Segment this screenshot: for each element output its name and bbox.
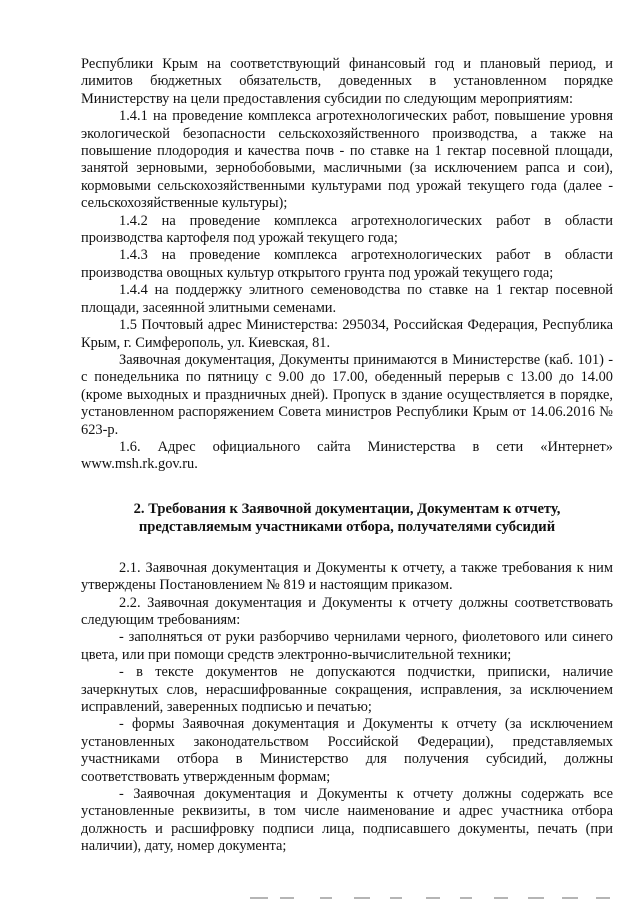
section-heading [81,500,613,536]
document-page [81,56,613,856]
paragraph-2-2: 2.2. Заявочная документация и Документы к отчету должны соответствовать следующим требованиям: [81,594,613,628]
paragraph-1-4-4: 1.4.4 на поддержку элитного семеноводства по ставке на 1 гектар посевной площади, засеянной элитными семенами. [81,282,613,316]
requirement-no-corrections: - в тексте документов не допускаются подчистки, приписки, наличие зачеркнутых слов, нерасшифрованные сокращения, исправления, за исключением исправлений, заверенных подписью и печатью; [81,664,613,715]
section-heading-line-2: представляемым участниками отбора, получателями субсидий [138,518,556,535]
paragraph-intro: Республики Крым на соответствующий финансовый год и плановый период, и лимитов бюджетных обязательств, доведенных в установленном порядке Министерству на цели предоставления субсидии по следующим мероприятиям: [81,56,613,107]
website-label: 1.6. Адрес официального сайта Министерства в сети «Интернет» [119,438,613,455]
scan-edge-marks [250,891,640,905]
requirement-handwriting: - заполняться от руки разборчиво чернилами черного, фиолетового или синего цвета, или при помощи средств электронно-вычислительной техники; [81,629,613,663]
requirement-forms: - формы Заявочная документация и Документы к отчету (за исключением установленных законодательством Российской Федерации), представляемых участниками отбора в Министерство для получения субсидий, должны соответствовать утвержденным формам; [81,716,613,785]
website-url[interactable]: www.msh.rk.gov.ru. [81,456,198,473]
paragraph-1-4-1: 1.4.1 на проведение комплекса агротехнологических работ, повышение уровня экологической безопасности сельскохозяйственного производства, а также на повышение плодородия и качества почв - по ставке на 1 гектар посевной площади, занятой зерновыми, зернобобовыми, масличными (за исключением рапса и сои), кормовыми сельскохозяйственными культурами под урожай текущего года (далее - сельскохозяйственные культуры); [81,108,613,212]
paragraph-1-4-3: 1.4.3 на проведение комплекса агротехнологических работ в области производства овощных культур открытого грунта под урожай текущего года; [81,247,613,281]
paragraph-1-4-2: 1.4.2 на проведение комплекса агротехнологических работ в области производства картофеля под урожай текущего года; [81,212,613,247]
paragraph-1-6-website [81,439,613,474]
paragraph-reception-hours: Заявочная документация, Документы принимаются в Министерстве (каб. 101) - с понедельника по пятницу с 9.00 до 17.00, обеденный перерыв с 13.00 до 14.00 (кроме выходных и праздничных дней). Пропуск в здание осуществляется в порядке, установленном распоряжением Совета министров Республики Крым от 14.06.2016 № 623-р. [81,351,613,438]
paragraph-1-5-address: 1.5 Почтовый адрес Министерства: 295034, Российская Федерация, Республика Крым, г. Симферополь, ул. Киевская, 81. [81,317,613,351]
paragraph-2-1: 2.1. Заявочная документация и Документы к отчету, а также требования к ним утверждены Постановлением № 819 и настоящим приказом. [81,559,613,594]
section-heading-line-1: 2. Требования к Заявочной документации, Документам к отчету, [133,500,561,517]
requirement-details: - Заявочная документация и Документы к отчету должны содержать все установленные реквизиты, в том числе наименование и адрес участника отбора должность и расшифровку подписи лица, подписавшего документы, печать (при наличии), дату, номер документа; [81,786,613,855]
